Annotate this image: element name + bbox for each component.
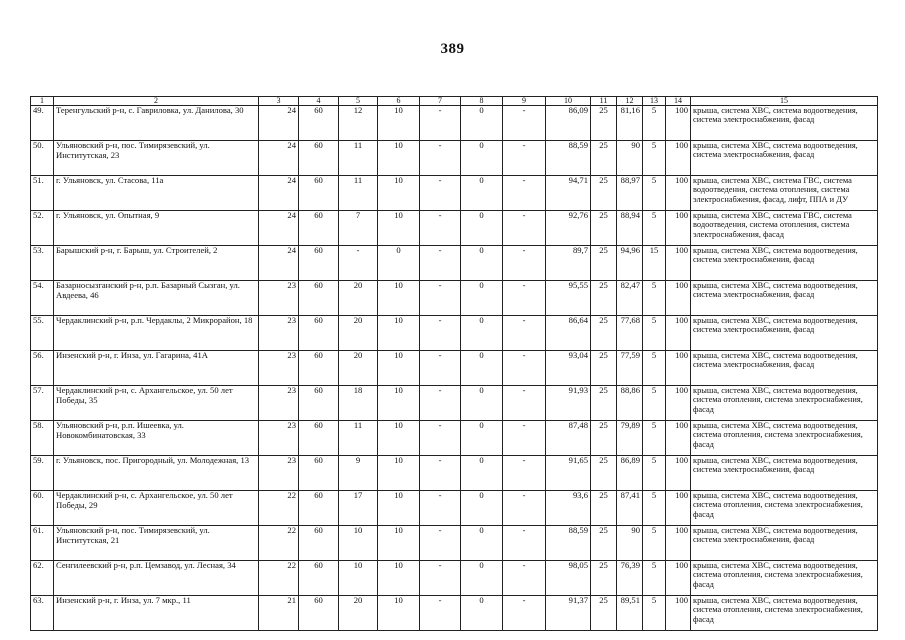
col-13-cell: 5 [643,561,666,596]
table-row [31,211,878,246]
column-number-3: 3 [259,97,299,106]
col-8-cell: 0 [461,316,503,351]
col-11-cell: 25 [591,596,617,631]
col-3-cell: 21 [259,596,299,631]
col-14-cell: 100 [666,596,691,631]
col-4-cell: 60 [299,281,339,316]
address-cell: Инзенский р-н, г. Инза, ул. 7 мкр., 11 [54,596,259,631]
works-cell: крыша, система ХВС, система водоотведения, система электроснабжения, фасад [691,106,878,141]
col-13-cell: 15 [643,246,666,281]
col-6-cell: 10 [378,281,420,316]
col-6-cell: 10 [378,176,420,211]
col-9-cell: - [503,526,546,561]
column-number-14: 14 [666,97,691,106]
col-13-cell: 5 [643,141,666,176]
col-8-cell: 0 [461,456,503,491]
col-3-cell: 23 [259,316,299,351]
col-6-cell: 10 [378,351,420,386]
col-12-cell: 86,89 [617,456,643,491]
col-4-cell: 60 [299,596,339,631]
col-4-cell: 60 [299,316,339,351]
col-3-cell: 24 [259,211,299,246]
row-number: 55. [31,316,54,351]
column-number-6: 6 [378,97,420,106]
col-9-cell: - [503,561,546,596]
col-6-cell: 10 [378,141,420,176]
works-cell: крыша, система ХВС, система водоотведения, система электроснабжения, фасад [691,456,878,491]
col-11-cell: 25 [591,561,617,596]
address-cell: Инзенский р-н, г. Инза, ул. Гагарина, 41А [54,351,259,386]
col-9-cell: - [503,456,546,491]
col-3-cell: 23 [259,421,299,456]
col-10-cell: 87,48 [546,421,591,456]
col-4-cell: 60 [299,176,339,211]
col-13-cell: 5 [643,456,666,491]
col-14-cell: 100 [666,316,691,351]
col-11-cell: 25 [591,491,617,526]
col-12-cell: 82,47 [617,281,643,316]
col-5-cell: 10 [339,561,378,596]
col-9-cell: - [503,246,546,281]
col-6-cell: 10 [378,386,420,421]
column-number-9: 9 [503,97,546,106]
works-cell: крыша, система ХВС, система водоотведения, система электроснабжения, фасад [691,351,878,386]
col-6-cell: 0 [378,246,420,281]
col-14-cell: 100 [666,141,691,176]
col-4-cell: 60 [299,491,339,526]
col-12-cell: 94,96 [617,246,643,281]
table-body [31,97,878,631]
col-4-cell: 60 [299,456,339,491]
col-7-cell: - [420,596,461,631]
row-number: 63. [31,596,54,631]
col-10-cell: 92,76 [546,211,591,246]
col-4-cell: 60 [299,351,339,386]
row-number: 61. [31,526,54,561]
col-4-cell: 60 [299,561,339,596]
col-7-cell: - [420,176,461,211]
address-cell: Ульяновский р-н, р.п. Ишеевка, ул. Новокомбинатовская, 33 [54,421,259,456]
col-5-cell: 20 [339,596,378,631]
col-10-cell: 91,93 [546,386,591,421]
table-row [31,456,878,491]
col-11-cell: 25 [591,106,617,141]
col-11-cell: 25 [591,351,617,386]
col-12-cell: 76,39 [617,561,643,596]
col-11-cell: 25 [591,456,617,491]
col-4-cell: 60 [299,141,339,176]
col-7-cell: - [420,106,461,141]
col-6-cell: 10 [378,491,420,526]
col-7-cell: - [420,246,461,281]
col-5-cell: 20 [339,316,378,351]
col-8-cell: 0 [461,561,503,596]
col-5-cell: 11 [339,176,378,211]
col-10-cell: 88,59 [546,526,591,561]
row-number: 49. [31,106,54,141]
col-3-cell: 22 [259,491,299,526]
col-7-cell: - [420,211,461,246]
address-cell: Ульяновский р-н, пос. Тимирязевский, ул. Институтская, 23 [54,141,259,176]
col-8-cell: 0 [461,386,503,421]
col-10-cell: 94,71 [546,176,591,211]
col-13-cell: 5 [643,421,666,456]
col-12-cell: 88,97 [617,176,643,211]
col-8-cell: 0 [461,421,503,456]
works-cell: крыша, система ХВС, система ГВС, система водоотведения, система отопления, система электроснабжения, фасад [691,211,878,246]
row-number: 50. [31,141,54,176]
col-14-cell: 100 [666,491,691,526]
col-7-cell: - [420,281,461,316]
table-row [31,421,878,456]
col-10-cell: 95,55 [546,281,591,316]
col-11-cell: 25 [591,421,617,456]
col-6-cell: 10 [378,316,420,351]
col-13-cell: 5 [643,386,666,421]
col-9-cell: - [503,176,546,211]
col-8-cell: 0 [461,106,503,141]
col-4-cell: 60 [299,246,339,281]
col-14-cell: 100 [666,561,691,596]
col-13-cell: 5 [643,351,666,386]
row-number: 62. [31,561,54,596]
col-12-cell: 77,68 [617,316,643,351]
buildings-table [30,96,878,631]
column-number-15: 15 [691,97,878,106]
col-3-cell: 23 [259,386,299,421]
col-14-cell: 100 [666,456,691,491]
col-4-cell: 60 [299,421,339,456]
col-10-cell: 86,09 [546,106,591,141]
col-11-cell: 25 [591,176,617,211]
col-5-cell: 17 [339,491,378,526]
col-8-cell: 0 [461,526,503,561]
table-row [31,106,878,141]
row-number: 57. [31,386,54,421]
col-7-cell: - [420,421,461,456]
col-3-cell: 23 [259,456,299,491]
column-number-1: 1 [31,97,54,106]
works-cell: крыша, система ХВС, система водоотведения, система электроснабжения, фасад [691,316,878,351]
col-5-cell: 11 [339,141,378,176]
col-12-cell: 77,59 [617,351,643,386]
col-8-cell: 0 [461,246,503,281]
col-10-cell: 93,04 [546,351,591,386]
col-14-cell: 100 [666,106,691,141]
row-number: 60. [31,491,54,526]
col-9-cell: - [503,351,546,386]
col-13-cell: 5 [643,491,666,526]
col-5-cell: 11 [339,421,378,456]
column-number-5: 5 [339,97,378,106]
address-cell: Ульяновский р-н, пос. Тимирязевский, ул. Институтская, 21 [54,526,259,561]
col-7-cell: - [420,491,461,526]
col-10-cell: 98,05 [546,561,591,596]
col-5-cell: 7 [339,211,378,246]
address-cell: Чердаклинский р-н, с. Архангельское, ул. 50 лет Победы, 29 [54,491,259,526]
col-10-cell: 93,6 [546,491,591,526]
col-11-cell: 25 [591,141,617,176]
col-8-cell: 0 [461,176,503,211]
works-cell: крыша, система ХВС, система водоотведения, система отопления, система электроснабжения, фасад [691,491,878,526]
table-row [31,351,878,386]
col-7-cell: - [420,351,461,386]
col-12-cell: 81,16 [617,106,643,141]
col-3-cell: 24 [259,246,299,281]
col-8-cell: 0 [461,211,503,246]
col-7-cell: - [420,141,461,176]
works-cell: крыша, система ХВС, система водоотведения, система отопления, система электроснабжения, фасад [691,596,878,631]
col-14-cell: 100 [666,176,691,211]
column-number-13: 13 [643,97,666,106]
table-row [31,596,878,631]
col-11-cell: 25 [591,246,617,281]
col-10-cell: 88,59 [546,141,591,176]
row-number: 54. [31,281,54,316]
col-11-cell: 25 [591,316,617,351]
col-4-cell: 60 [299,211,339,246]
col-14-cell: 100 [666,351,691,386]
column-number-7: 7 [420,97,461,106]
works-cell: крыша, система ХВС, система водоотведения, система электроснабжения, фасад [691,526,878,561]
col-3-cell: 23 [259,351,299,386]
col-9-cell: - [503,316,546,351]
works-cell: крыша, система ХВС, система водоотведения, система электроснабжения, фасад [691,281,878,316]
col-6-cell: 10 [378,421,420,456]
col-14-cell: 100 [666,526,691,561]
col-3-cell: 24 [259,141,299,176]
col-9-cell: - [503,491,546,526]
table-row [31,281,878,316]
works-cell: крыша, система ХВС, система водоотведения, система отопления, система электроснабжения, фасад [691,386,878,421]
col-12-cell: 90 [617,526,643,561]
works-cell: крыша, система ХВС, система водоотведения, система электроснабжения, фасад [691,246,878,281]
row-number: 58. [31,421,54,456]
table-row [31,246,878,281]
col-3-cell: 22 [259,561,299,596]
col-7-cell: - [420,526,461,561]
col-14-cell: 100 [666,386,691,421]
address-cell: г. Ульяновск, ул. Опытная, 9 [54,211,259,246]
col-6-cell: 10 [378,561,420,596]
table-row [31,386,878,421]
col-11-cell: 25 [591,211,617,246]
works-cell: крыша, система ХВС, система ГВС, система водоотведения, система отопления, система электроснабжения, фасад, лифт, ППА и ДУ [691,176,878,211]
row-number: 51. [31,176,54,211]
col-14-cell: 100 [666,246,691,281]
col-14-cell: 100 [666,281,691,316]
address-cell: Базарносызганский р-н, р.п. Базарный Сызган, ул. Авдеева, 46 [54,281,259,316]
col-5-cell: - [339,246,378,281]
col-6-cell: 10 [378,211,420,246]
address-cell: г. Ульяновск, пос. Пригородный, ул. Молодежная, 13 [54,456,259,491]
column-number-row [31,97,878,106]
col-9-cell: - [503,596,546,631]
col-11-cell: 25 [591,526,617,561]
col-3-cell: 23 [259,281,299,316]
col-8-cell: 0 [461,141,503,176]
works-cell: крыша, система ХВС, система водоотведения, система электроснабжения, фасад [691,141,878,176]
column-number-4: 4 [299,97,339,106]
col-6-cell: 10 [378,456,420,491]
column-number-11: 11 [591,97,617,106]
col-10-cell: 89,7 [546,246,591,281]
address-cell: Чердаклинский р-н, с. Архангельское, ул. 50 лет Победы, 35 [54,386,259,421]
col-7-cell: - [420,456,461,491]
col-12-cell: 89,51 [617,596,643,631]
address-cell: Чердаклинский р-н, р.п. Чердаклы, 2 Микрорайон, 18 [54,316,259,351]
col-7-cell: - [420,316,461,351]
works-cell: крыша, система ХВС, система водоотведения, система отопления, система электроснабжения, фасад [691,561,878,596]
col-12-cell: 90 [617,141,643,176]
col-5-cell: 20 [339,351,378,386]
col-13-cell: 5 [643,316,666,351]
row-number: 53. [31,246,54,281]
col-13-cell: 5 [643,106,666,141]
address-cell: Сенгилеевский р-н, р.п. Цемзавод, ул. Лесная, 34 [54,561,259,596]
col-12-cell: 88,86 [617,386,643,421]
col-13-cell: 5 [643,281,666,316]
col-5-cell: 12 [339,106,378,141]
col-9-cell: - [503,421,546,456]
row-number: 59. [31,456,54,491]
column-number-12: 12 [617,97,643,106]
col-7-cell: - [420,386,461,421]
col-12-cell: 79,89 [617,421,643,456]
table-row [31,491,878,526]
col-8-cell: 0 [461,281,503,316]
col-14-cell: 100 [666,421,691,456]
col-10-cell: 91,65 [546,456,591,491]
col-13-cell: 5 [643,526,666,561]
col-6-cell: 10 [378,106,420,141]
col-7-cell: - [420,561,461,596]
col-4-cell: 60 [299,106,339,141]
row-number: 52. [31,211,54,246]
col-6-cell: 10 [378,596,420,631]
col-12-cell: 87,41 [617,491,643,526]
page-number: 389 [440,41,465,57]
col-5-cell: 20 [339,281,378,316]
address-cell: Барышский р-н, г. Барыш, ул. Строителей, 2 [54,246,259,281]
col-3-cell: 24 [259,106,299,141]
column-number-2: 2 [54,97,259,106]
col-5-cell: 18 [339,386,378,421]
col-10-cell: 91,37 [546,596,591,631]
col-11-cell: 25 [591,386,617,421]
col-6-cell: 10 [378,526,420,561]
col-8-cell: 0 [461,596,503,631]
table-row [31,176,878,211]
col-8-cell: 0 [461,351,503,386]
works-cell: крыша, система ХВС, система водоотведения, система отопления, система электроснабжения, фасад [691,421,878,456]
col-9-cell: - [503,386,546,421]
table-row [31,141,878,176]
col-3-cell: 22 [259,526,299,561]
table-row [31,561,878,596]
col-3-cell: 24 [259,176,299,211]
col-5-cell: 10 [339,526,378,561]
col-13-cell: 5 [643,211,666,246]
col-10-cell: 86,64 [546,316,591,351]
col-9-cell: - [503,281,546,316]
col-9-cell: - [503,141,546,176]
row-number: 56. [31,351,54,386]
col-8-cell: 0 [461,491,503,526]
col-4-cell: 60 [299,526,339,561]
address-cell: г. Ульяновск, ул. Стасова, 11а [54,176,259,211]
col-13-cell: 5 [643,596,666,631]
col-4-cell: 60 [299,386,339,421]
table-row [31,526,878,561]
table-row [31,316,878,351]
col-14-cell: 100 [666,211,691,246]
col-12-cell: 88,94 [617,211,643,246]
address-cell: Теренгульский р-н, с. Гавриловка, ул. Данилова, 30 [54,106,259,141]
column-number-8: 8 [461,97,503,106]
column-number-10: 10 [546,97,591,106]
col-9-cell: - [503,106,546,141]
col-9-cell: - [503,211,546,246]
col-13-cell: 5 [643,176,666,211]
col-11-cell: 25 [591,281,617,316]
col-5-cell: 9 [339,456,378,491]
